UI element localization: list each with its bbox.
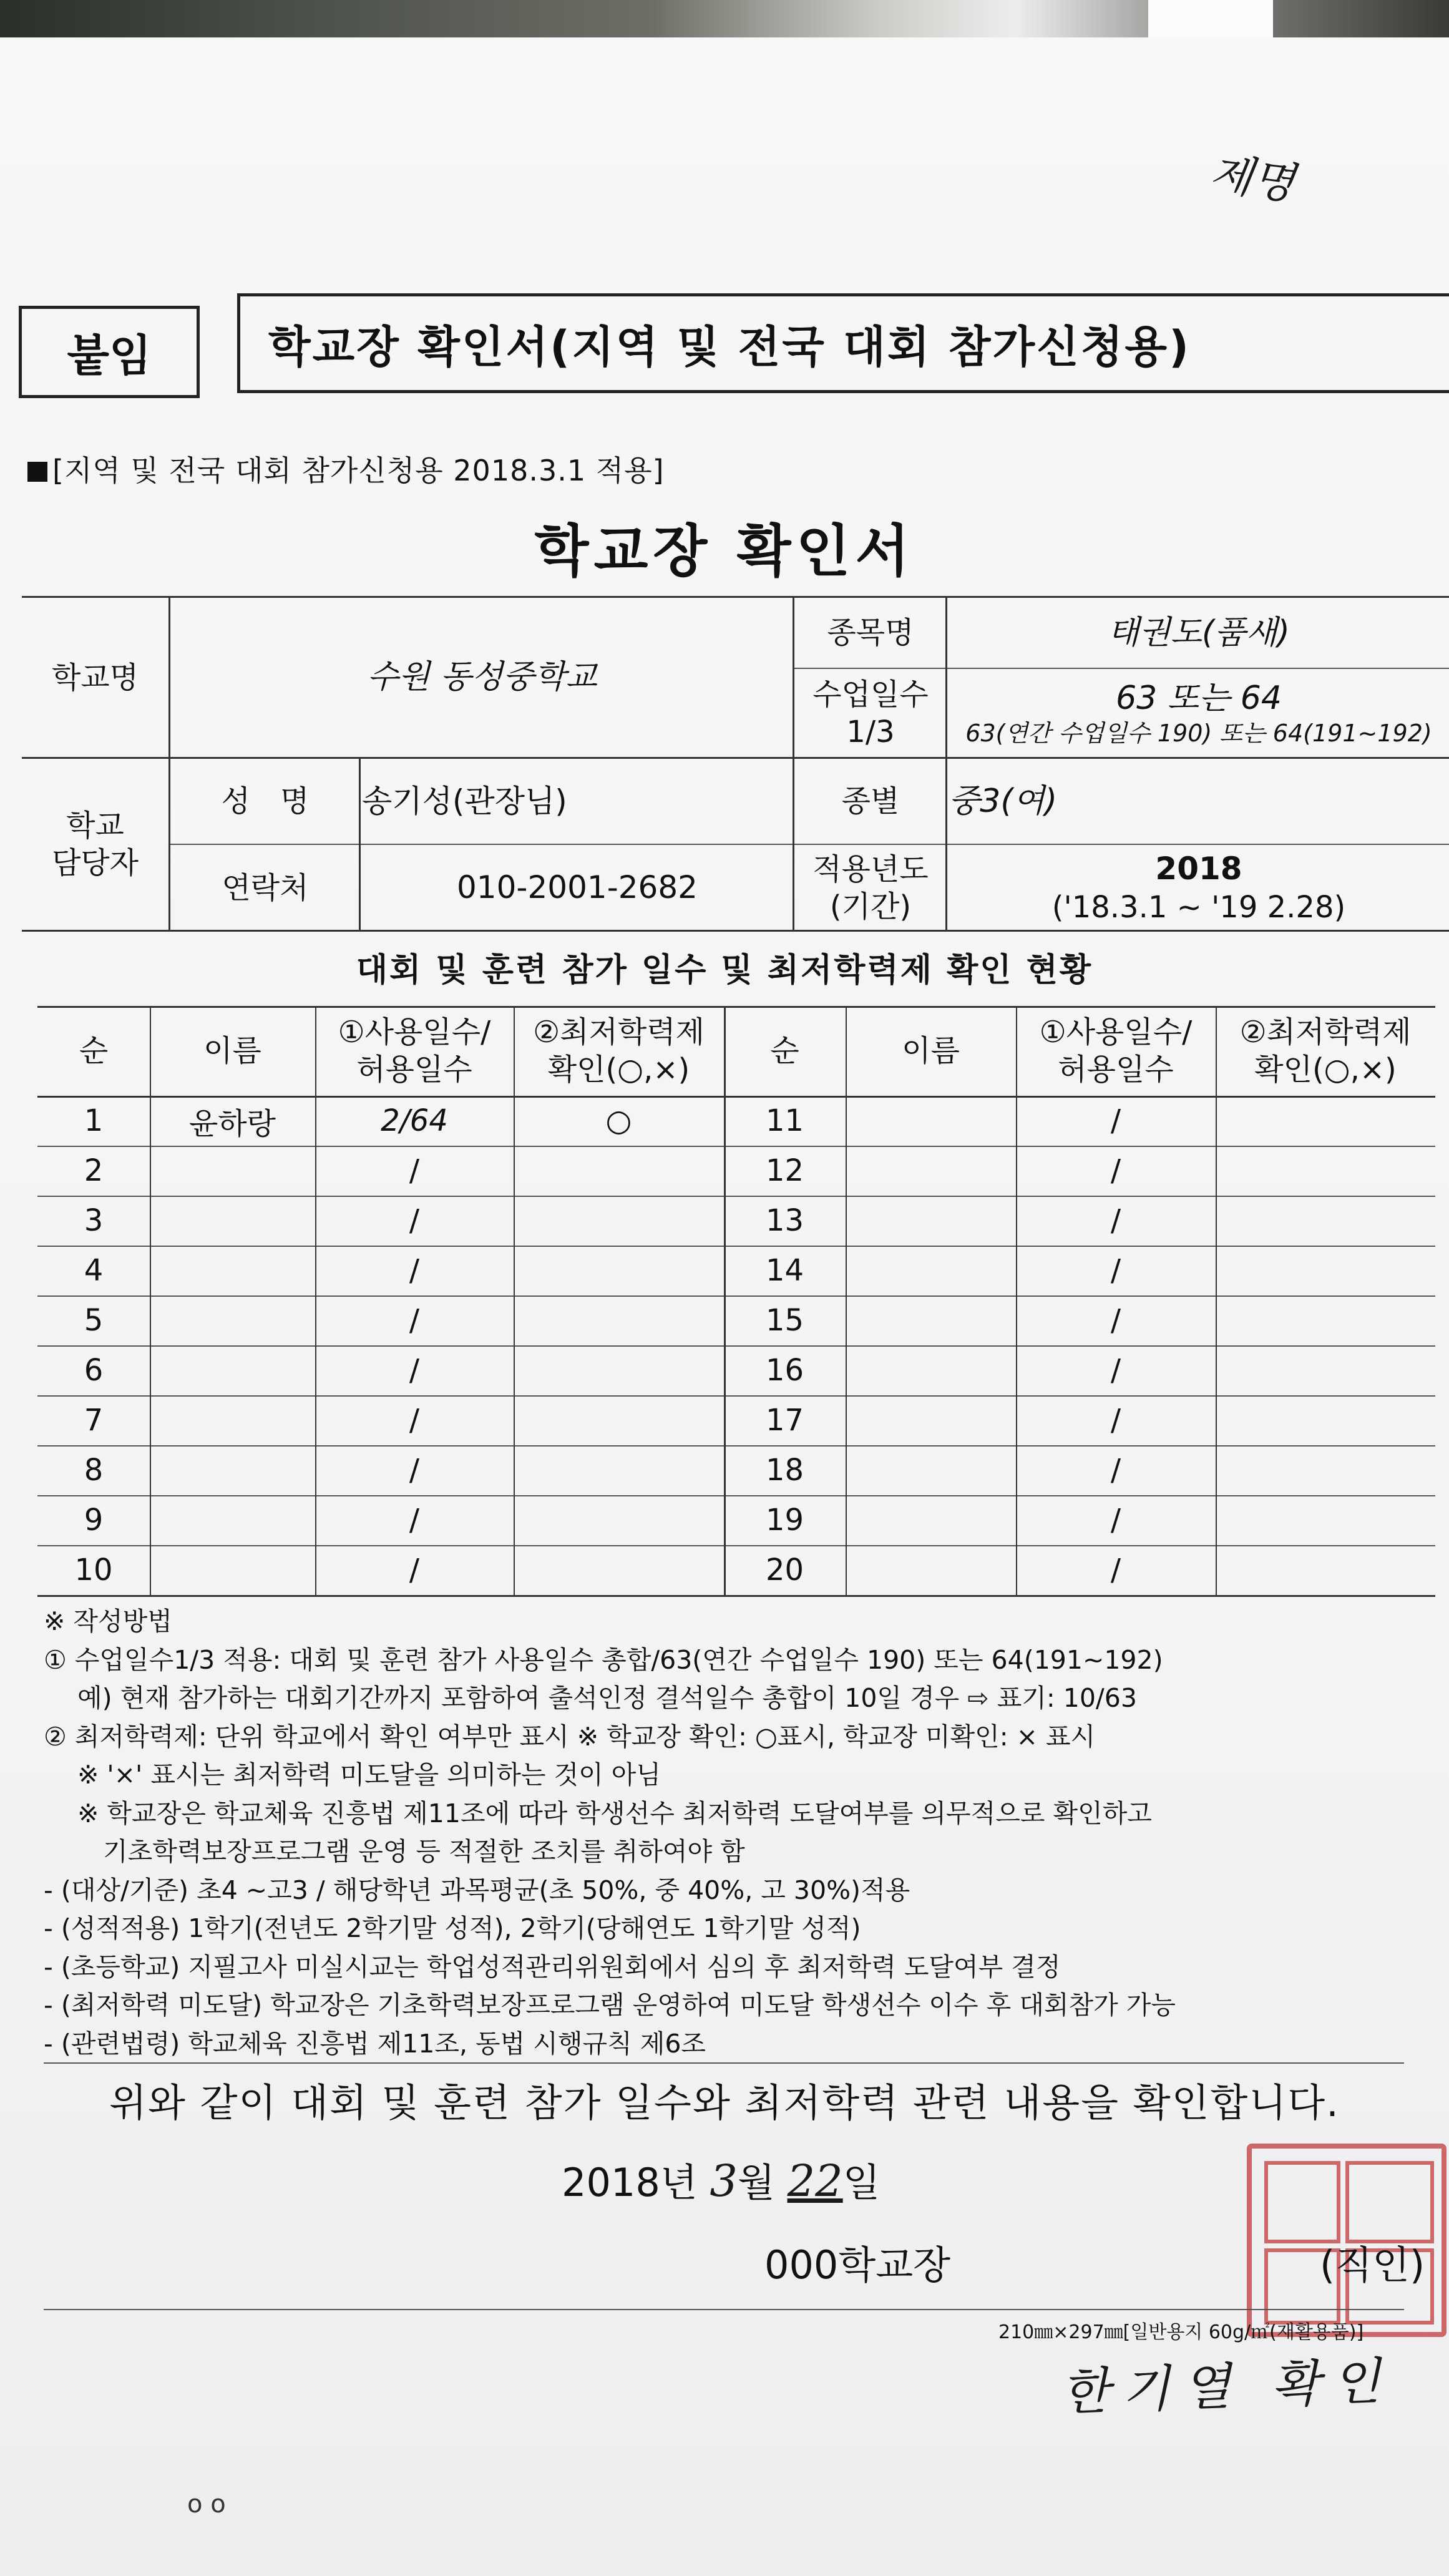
section-title: 대회 및 훈련 참가 일수 및 최저학력제 확인 현황 (356, 952, 1093, 989)
row-number: 6 (84, 1353, 104, 1388)
row-min-check (514, 1495, 724, 1545)
header-name: 이름 (203, 1033, 261, 1068)
row-number: 18 (765, 1453, 804, 1488)
row-name (150, 1345, 315, 1395)
row-min-check (514, 1345, 724, 1395)
instruction-line: 예) 현재 참가하는 대회기간까지 포함하여 출석인정 결석일수 총합이 10일 경우 ⇨ 표기: 10/63 (44, 1683, 1137, 1713)
contact-label: 연락처 (222, 870, 309, 905)
seal-label: (직인) (1320, 2242, 1425, 2288)
row-min-check (1216, 1246, 1435, 1295)
row-number: 14 (765, 1253, 804, 1288)
row-name (846, 1545, 1016, 1595)
instruction-line: - (대상/기준) 초4 ~고3 / 해당학년 과목평균(초 50%, 중 40%, 고 30%)적용 (44, 1875, 910, 1905)
row-number: 15 (765, 1303, 804, 1338)
row-min-check (514, 1295, 724, 1345)
instruction-line: - (관련법령) 학교체육 진흥법 제11조, 동법 시행규칙 제6조 (44, 2028, 706, 2059)
row-name (846, 1246, 1016, 1295)
row-name: 윤하랑 (188, 1106, 276, 1141)
row-number: 11 (765, 1103, 804, 1138)
row-days: / (409, 1303, 420, 1338)
instruction-line: - (성적적용) 1학기(전년도 2학기말 성적), 2학기(당해연도 1학기말 성적) (44, 1913, 861, 1943)
row-days: / (409, 1353, 420, 1388)
row-days: / (409, 1403, 420, 1438)
row-number: 7 (84, 1403, 104, 1438)
event-value: 태권도(품새) (1108, 613, 1290, 651)
row-number: 16 (765, 1353, 804, 1388)
row-days: / (409, 1153, 420, 1188)
row-min-check (1216, 1495, 1435, 1545)
row-min-check (514, 1246, 724, 1295)
handwritten-note-top: 제명 (1207, 147, 1298, 210)
row-days: / (1110, 1553, 1121, 1588)
row-days: / (1110, 1303, 1121, 1338)
row-days: / (1110, 1103, 1121, 1138)
event-label: 종목명 (827, 615, 914, 650)
form-title: 학교장 확인서(지역 및 전국 대회 참가신청용) (237, 293, 1449, 393)
row-name (846, 1345, 1016, 1395)
row-min-check (1216, 1545, 1435, 1595)
row-min-check (1216, 1345, 1435, 1395)
row-min-check (1216, 1196, 1435, 1246)
instruction-line: 기초학력보장프로그램 운영 등 적절한 조치를 취하여야 함 (44, 1837, 745, 1866)
row-name (150, 1246, 315, 1295)
instruction-line: ② 최저학력제: 단위 학교에서 확인 여부만 표시 ※ 학교장 확인: ○표시, 학교장 미확인: × 표시 (44, 1721, 1096, 1752)
row-number: 17 (765, 1403, 804, 1438)
row-number: 9 (84, 1503, 104, 1538)
header-name: 이름 (902, 1033, 960, 1068)
instruction-line: ※ 학교장은 학교체육 진흥법 제11조에 따라 학생선수 최저학력 도달여부를 의무적으로 확인하고 (44, 1798, 1152, 1828)
row-name (150, 1295, 315, 1345)
school-days-label: 수업일수 1/3 (812, 677, 929, 749)
year-label: 적용년도 (기간) (812, 851, 929, 924)
header-days: ①사용일수/ 허용일수 (1039, 1015, 1193, 1087)
instruction-line: ※ 작성방법 (44, 1606, 172, 1636)
row-name (846, 1295, 1016, 1345)
school-label: 학교명 (51, 660, 139, 695)
header-min: ②최저학력제 확인(○,×) (533, 1015, 705, 1087)
header-no: 순 (770, 1033, 799, 1068)
instruction-line: ※ '×' 표시는 최저학력 미도달을 의미하는 것이 아님 (44, 1760, 661, 1790)
row-name (846, 1395, 1016, 1445)
row-min-check (514, 1395, 724, 1445)
row-min-check: ○ (605, 1103, 632, 1138)
issue-date: 2018년 3월 22일 (562, 2155, 881, 2207)
margin-marks: o o (187, 2490, 226, 2519)
row-number: 10 (74, 1553, 113, 1588)
principal-title: 000학교장 (764, 2242, 951, 2288)
row-number: 1 (84, 1103, 104, 1138)
row-name (150, 1445, 315, 1495)
row-name (846, 1445, 1016, 1495)
row-days: / (409, 1203, 420, 1238)
year-value: 2018 ('18.3.1 ~ '19 2.28) (1051, 851, 1346, 925)
row-number: 2 (84, 1153, 104, 1188)
row-number: 19 (765, 1503, 804, 1538)
row-number: 3 (84, 1203, 104, 1238)
row-number: 4 (84, 1253, 104, 1288)
row-name (846, 1495, 1016, 1545)
row-number: 5 (84, 1303, 104, 1338)
row-days: / (409, 1453, 420, 1488)
instruction-line: - (초등학교) 지필고사 미실시교는 학업성적관리위원회에서 심의 후 최저학력 도달여부 결정 (44, 1951, 1061, 1982)
row-days: / (1110, 1253, 1121, 1288)
row-min-check (1216, 1395, 1435, 1445)
row-days: / (1110, 1353, 1121, 1388)
row-min-check (1216, 1096, 1435, 1146)
category-label: 종별 (841, 784, 900, 819)
row-name (150, 1495, 315, 1545)
instruction-line: - (최저학력 미도달) 학교장은 기초학력보장프로그램 운영하여 미도달 학생선수 이수 후 대회참가 가능 (44, 1990, 1176, 2020)
row-name (846, 1096, 1016, 1146)
school-days-value: 63 또는 64 63(연간 수업일수 190) 또는 64(191~192) (965, 679, 1432, 747)
row-days: / (1110, 1453, 1121, 1488)
staff-label: 학교 담당자 (51, 808, 139, 881)
row-name (150, 1545, 315, 1595)
row-days: / (1110, 1203, 1121, 1238)
instruction-line: ① 수업일수1/3 적용: 대회 및 훈련 참가 사용일수 총합/63(연간 수업일수 190) 또는 64(191~192) (44, 1644, 1163, 1675)
attachment-label: 붙임 (19, 306, 200, 398)
confirmation-statement: 위와 같이 대회 및 훈련 참가 일수와 최저학력 관련 내용을 확인합니다. (109, 2080, 1340, 2125)
row-number: 20 (765, 1553, 804, 1588)
row-days: / (409, 1553, 420, 1588)
row-min-check (514, 1545, 724, 1595)
subtitle: [지역 및 전국 대회 참가신청용 2018.3.1 적용] (27, 448, 665, 489)
row-min-check (514, 1196, 724, 1246)
name-label: 성 명 (221, 784, 310, 819)
row-min-check (514, 1445, 724, 1495)
row-min-check (1216, 1295, 1435, 1345)
row-name (150, 1146, 315, 1196)
row-name (846, 1146, 1016, 1196)
row-days: / (1110, 1403, 1121, 1438)
row-days: 2/64 (381, 1103, 448, 1138)
row-days: / (1110, 1153, 1121, 1188)
header-min: ②최저학력제 확인(○,×) (1239, 1015, 1412, 1087)
contact-value: 010-2001-2682 (456, 869, 698, 906)
row-name (846, 1196, 1016, 1246)
category-value: 중3(여) (949, 782, 1058, 820)
name-value: 송기성(관장님) (362, 783, 567, 819)
row-number: 12 (765, 1153, 804, 1188)
header-no: 순 (79, 1033, 109, 1068)
row-name (150, 1395, 315, 1445)
row-number: 8 (84, 1453, 104, 1488)
handwritten-confirmation: 한기열 확인 (1060, 2351, 1394, 2422)
paper-spec: 210㎜×297㎜[일반용지 60g/㎡(재활용품)] (998, 2321, 1364, 2343)
row-name (150, 1196, 315, 1246)
school-name: 수원 동성중학교 (367, 658, 597, 696)
row-number: 13 (765, 1203, 804, 1238)
main-title: 학교장 확인서 (534, 519, 915, 584)
header-days: ①사용일수/ 허용일수 (338, 1015, 491, 1087)
row-days: / (1110, 1503, 1121, 1538)
row-days: / (409, 1503, 420, 1538)
row-days: / (409, 1253, 420, 1288)
row-min-check (1216, 1146, 1435, 1196)
row-min-check (514, 1146, 724, 1196)
instructions (44, 1603, 1417, 2063)
row-min-check (1216, 1445, 1435, 1495)
